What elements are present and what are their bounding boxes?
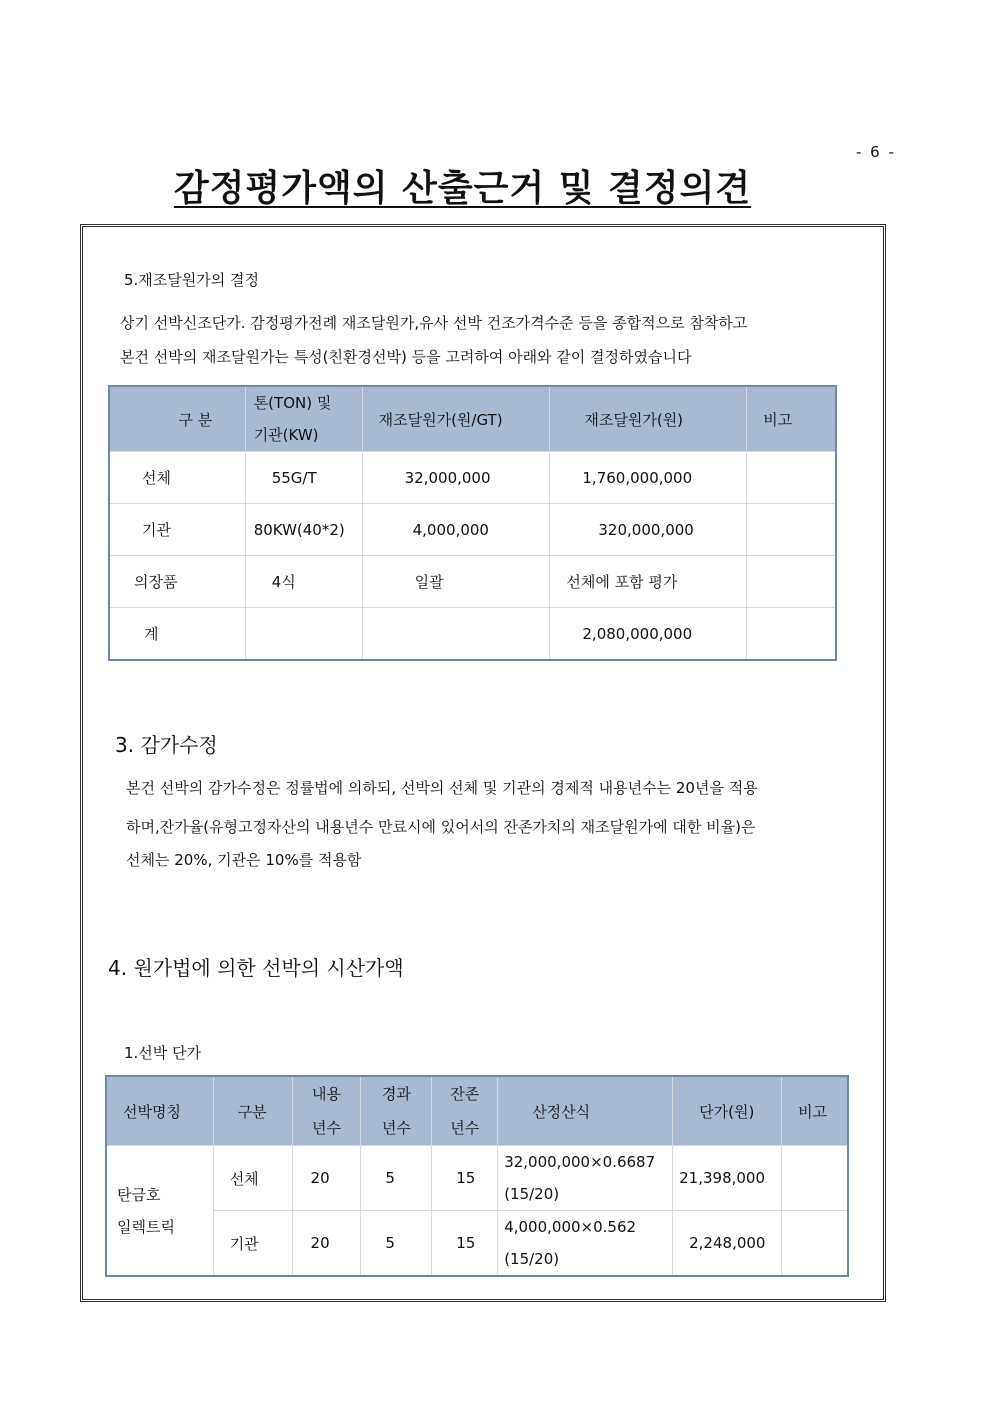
section-3-heading: 3. 감가수정 — [115, 733, 218, 757]
cell-ton-kw: 55G/T — [245, 452, 362, 504]
cell-note — [747, 452, 836, 504]
cell-note — [747, 504, 836, 556]
section-3-line-1: 본건 선박의 감가수정은 정률법에 의하되, 선박의 선체 및 기관의 경제적 내용년수는 20년을 적용 — [126, 779, 758, 797]
table-row — [110, 608, 836, 660]
cell-kind: 선체 — [213, 1146, 292, 1211]
table-row — [110, 556, 836, 608]
cell-elapsed-years: 5 — [361, 1211, 432, 1276]
section-4-subheading: 1.선박 단가 — [124, 1044, 202, 1062]
header-category: 구 분 — [110, 387, 246, 452]
header-unit-price: 단가(원) — [673, 1077, 782, 1146]
table-row — [107, 1211, 848, 1276]
document-title — [0, 160, 925, 211]
cell-ton-kw: 4식 — [245, 556, 362, 608]
header-formula: 산정산식 — [498, 1077, 673, 1146]
cell-cost-per-gt: 4,000,000 — [362, 504, 550, 556]
cell-formula: 32,000,000×0.6687 (15/20) — [498, 1146, 673, 1211]
cell-formula: 4,000,000×0.562 (15/20) — [498, 1211, 673, 1276]
cell-category: 계 — [110, 608, 246, 660]
section-4-heading: 4. 원가법에 의한 선박의 시산가액 — [108, 956, 404, 980]
section-5-paragraph-line-1: 상기 선박신조단가. 감정평가전례 재조달원가,유사 선박 건조가격수준 등을 종합적으로 참착하고 — [120, 314, 748, 332]
section-5-heading: 5.재조달원가의 결정 — [124, 271, 260, 289]
header-cost-per-gt: 재조달원가(원/GT) — [362, 387, 550, 452]
section-3-line-3: 선체는 20%, 기관은 10%를 적용함 — [126, 851, 362, 869]
table-row — [110, 504, 836, 556]
section-3-line-2: 하며,잔가율(유형고정자산의 내용년수 만료시에 있어서의 잔존가치의 재조달원가에 대한 비율)은 — [126, 818, 756, 836]
cell-category: 의장품 — [110, 556, 246, 608]
header-note: 비고 — [782, 1077, 848, 1146]
table-header-row — [107, 1077, 848, 1146]
cell-useful-life: 20 — [292, 1146, 361, 1211]
header-ton-kw: 톤(TON) 및 기관(KW) — [245, 387, 362, 452]
cell-cost: 선체에 포함 평가 — [550, 556, 747, 608]
ship-unit-price-table — [106, 1076, 848, 1276]
header-elapsed-years: 경과 년수 — [361, 1077, 432, 1146]
header-kind: 구분 — [213, 1077, 292, 1146]
header-ship-name: 선박명칭 — [107, 1077, 214, 1146]
replacement-cost-table — [109, 386, 836, 660]
cell-unit-price: 2,248,000 — [673, 1211, 782, 1276]
cell-remaining-years: 15 — [432, 1211, 498, 1276]
cell-ship-name: 탄금호 일렉트릭 — [107, 1146, 214, 1276]
page-number: - 6 - — [856, 143, 896, 161]
cell-cost: 320,000,000 — [550, 504, 747, 556]
cell-cost-per-gt: 32,000,000 — [362, 452, 550, 504]
cell-ton-kw: 80KW(40*2) — [245, 504, 362, 556]
document-title-text: 감정평가액의 산출근거 및 결정의견 — [173, 168, 752, 209]
cell-category: 선체 — [110, 452, 246, 504]
cell-note — [747, 608, 836, 660]
table-header-row — [110, 387, 836, 452]
cell-ton-kw — [245, 608, 362, 660]
header-remaining-years: 잔존 년수 — [432, 1077, 498, 1146]
table-row — [107, 1146, 848, 1211]
section-5-paragraph-line-2: 본건 선박의 재조달원가는 특성(친환경선박) 등을 고려하여 아래와 같이 결정하였습니다 — [120, 348, 692, 366]
cell-note — [747, 556, 836, 608]
cell-remaining-years: 15 — [432, 1146, 498, 1211]
cell-note — [782, 1211, 848, 1276]
cell-kind: 기관 — [213, 1211, 292, 1276]
cell-useful-life: 20 — [292, 1211, 361, 1276]
cell-unit-price: 21,398,000 — [673, 1146, 782, 1211]
cell-note — [782, 1146, 848, 1211]
cell-elapsed-years: 5 — [361, 1146, 432, 1211]
cell-category: 기관 — [110, 504, 246, 556]
cell-cost: 1,760,000,000 — [550, 452, 747, 504]
table-row — [110, 452, 836, 504]
header-cost: 재조달원가(원) — [550, 387, 747, 452]
cell-cost-per-gt: 일괄 — [362, 556, 550, 608]
header-useful-life: 내용 년수 — [292, 1077, 361, 1146]
header-note: 비고 — [747, 387, 836, 452]
cell-cost: 2,080,000,000 — [550, 608, 747, 660]
cell-cost-per-gt — [362, 608, 550, 660]
